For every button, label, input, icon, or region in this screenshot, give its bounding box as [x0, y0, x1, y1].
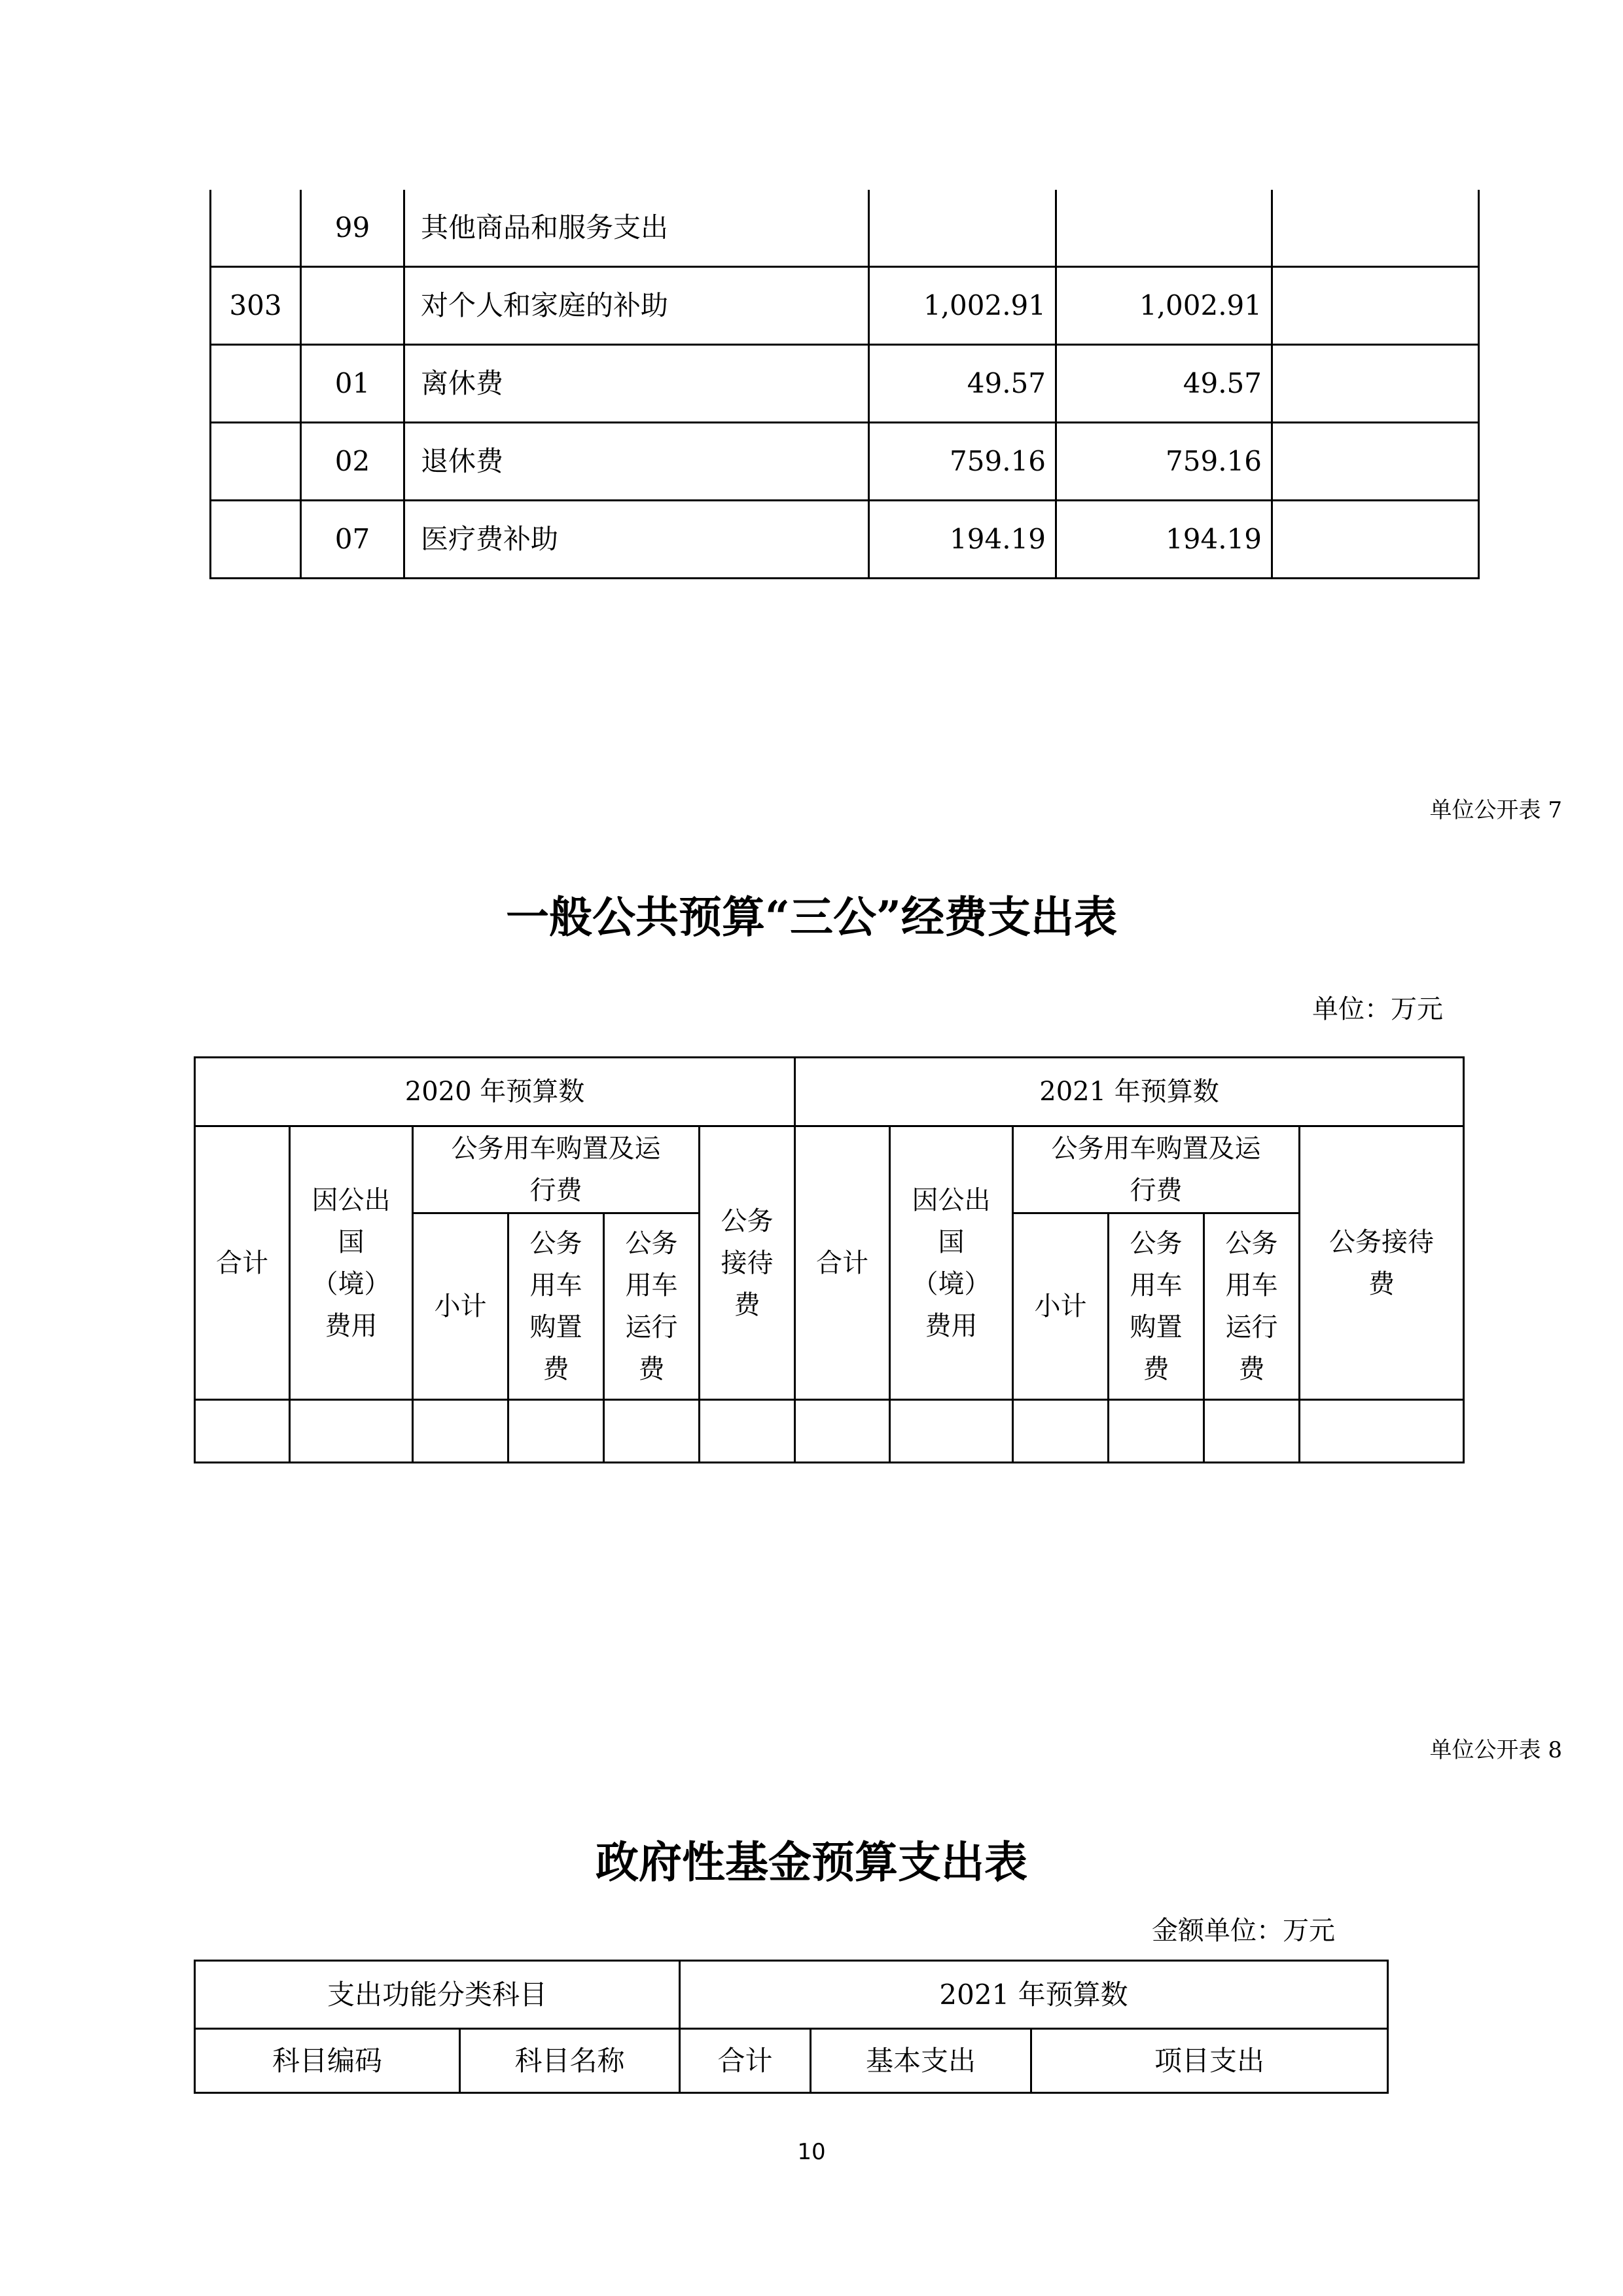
- table-row: [211, 501, 1479, 579]
- table-cell-total: 759.16: [869, 423, 1056, 501]
- total-header: 合计: [680, 2029, 811, 2093]
- total-header-2020: 合计: [195, 1126, 290, 1400]
- table-cell: [1204, 1400, 1300, 1463]
- table-cell-project: [1272, 423, 1479, 501]
- table-cell: [795, 1400, 890, 1463]
- table-cell-basic: [1056, 190, 1272, 267]
- table-cell: [1013, 1400, 1109, 1463]
- abroad-header-2021: 因公出 国 （境） 费用: [890, 1126, 1013, 1400]
- table8-title: 政府性基金预算支出表: [596, 1837, 1027, 1888]
- table-cell-project: [1272, 345, 1479, 423]
- year-2021-header: 2021 年预算数: [680, 1961, 1388, 2029]
- project-header: 项目支出: [1031, 2029, 1388, 2093]
- table7-label: 单位公开表 7: [1429, 797, 1562, 823]
- name-header: 科目名称: [460, 2029, 680, 2093]
- total-header-2021: 合计: [795, 1126, 890, 1400]
- subtotal-header-2020: 小计: [413, 1213, 508, 1400]
- table-cell-item-code: 07: [301, 501, 404, 579]
- table-cell-name: 医疗费补助: [404, 501, 869, 579]
- expenditure-continuation-table: [209, 190, 1480, 579]
- table-cell-class-code: 303: [211, 267, 301, 345]
- table-cell-item-code: 02: [301, 423, 404, 501]
- table-cell-basic: 49.57: [1056, 345, 1272, 423]
- table8-unit: 金额单位：万元: [1152, 1916, 1335, 1946]
- table-row: [211, 345, 1479, 423]
- table-cell: [508, 1400, 604, 1463]
- table-cell-class-code: [211, 345, 301, 423]
- car-purchase-header-2020: 公务 用车 购置 费: [508, 1213, 604, 1400]
- car-purchase-header-2021: 公务 用车 购置 费: [1109, 1213, 1204, 1400]
- year-2021-header: 2021 年预算数: [795, 1058, 1464, 1126]
- reception-header-2021: 公务接待 费: [1300, 1126, 1464, 1400]
- government-fund-expenditure-table: [194, 1960, 1389, 2094]
- table-cell-name: 对个人和家庭的补助: [404, 267, 869, 345]
- table-cell-project: [1272, 501, 1479, 579]
- table-row: [195, 1400, 1464, 1463]
- table-cell: [1300, 1400, 1464, 1463]
- car-header-2020: 公务用车购置及运 行费: [413, 1126, 700, 1213]
- category-header: 支出功能分类科目: [195, 1961, 680, 2029]
- basic-header: 基本支出: [811, 2029, 1031, 2093]
- car-running-header-2021: 公务 用车 运行 费: [1204, 1213, 1300, 1400]
- three-public-expenses-table: [194, 1056, 1465, 1463]
- table-cell-total: 1,002.91: [869, 267, 1056, 345]
- table-cell-item-code: 01: [301, 345, 404, 423]
- table-cell-class-code: [211, 501, 301, 579]
- table-cell-total: [869, 190, 1056, 267]
- table-row: [211, 190, 1479, 267]
- table-cell: [413, 1400, 508, 1463]
- table-cell-project: [1272, 267, 1479, 345]
- table-cell-basic: 1,002.91: [1056, 267, 1272, 345]
- table-cell-item-code: 99: [301, 190, 404, 267]
- table-cell-total: 194.19: [869, 501, 1056, 579]
- table-cell: [195, 1400, 290, 1463]
- table7-unit: 单位：万元: [1312, 994, 1443, 1024]
- table-cell: [604, 1400, 700, 1463]
- car-header-2021: 公务用车购置及运 行费: [1013, 1126, 1300, 1213]
- table7-title: 一般公共预算“三公”经费支出表: [506, 891, 1117, 942]
- table8-label: 单位公开表 8: [1429, 1737, 1562, 1763]
- table-cell: [700, 1400, 795, 1463]
- table-cell: [890, 1400, 1013, 1463]
- page-number: 10: [797, 2139, 826, 2165]
- table-cell: [1109, 1400, 1204, 1463]
- table-cell-project: [1272, 190, 1479, 267]
- table-cell: [290, 1400, 413, 1463]
- table-cell-item-code: [301, 267, 404, 345]
- table-cell-basic: 759.16: [1056, 423, 1272, 501]
- table-cell-name: 离休费: [404, 345, 869, 423]
- code-header: 科目编码: [195, 2029, 460, 2093]
- abroad-header-2020: 因公出 国 （境） 费用: [290, 1126, 413, 1400]
- reception-header-2020: 公务 接待 费: [700, 1126, 795, 1400]
- table-row: [211, 267, 1479, 345]
- subtotal-header-2021: 小计: [1013, 1213, 1109, 1400]
- table-cell-total: 49.57: [869, 345, 1056, 423]
- table-cell-basic: 194.19: [1056, 501, 1272, 579]
- table-cell-class-code: [211, 190, 301, 267]
- table-cell-name: 其他商品和服务支出: [404, 190, 869, 267]
- table-cell-class-code: [211, 423, 301, 501]
- table-cell-name: 退休费: [404, 423, 869, 501]
- table-row: [211, 423, 1479, 501]
- car-running-header-2020: 公务 用车 运行 费: [604, 1213, 700, 1400]
- year-2020-header: 2020 年预算数: [195, 1058, 795, 1126]
